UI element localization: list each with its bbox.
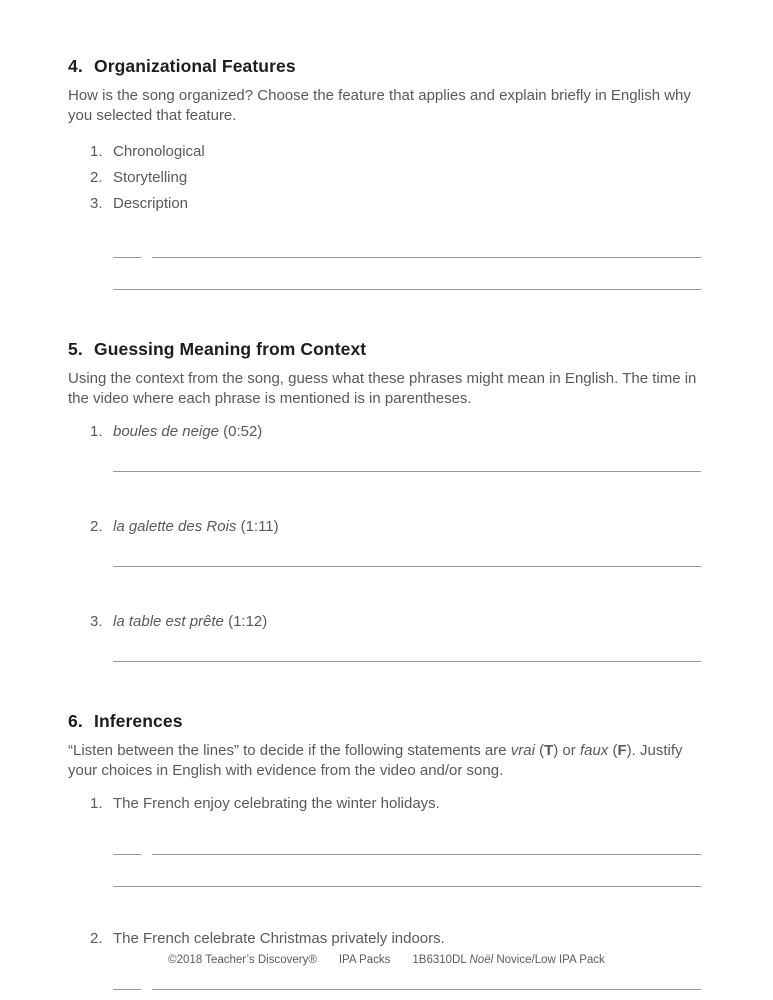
statement-number: 1. <box>90 795 103 812</box>
phrase-time: (1:11) <box>236 518 279 535</box>
phrase-text: la galette des Rois <box>113 518 237 535</box>
statement-head <box>90 794 701 814</box>
phrase-number: 1. <box>90 423 103 440</box>
answer-row <box>113 854 701 855</box>
statement-item <box>68 794 701 887</box>
faux-word: faux <box>579 742 609 759</box>
statement-number: 2. <box>90 930 103 947</box>
section-5-heading <box>68 339 701 360</box>
option-item <box>90 165 701 191</box>
section-4-number: 4. <box>68 56 83 76</box>
phrase-time: (0:52) <box>218 423 263 440</box>
footer-pack-rest: Novice/Low IPA Pack <box>493 954 605 966</box>
section-4-intro: How is the song organized? Choose the feature that applies and explain briefly in English why you selected that feature. <box>68 87 691 124</box>
section-5-intro: Using the context from the song, guess what these phrases might mean in English. The time in the video where each phrase is mentioned is in parentheses. <box>68 370 697 407</box>
statement-text: The French celebrate Christmas privately indoors. <box>113 930 445 947</box>
phrase-head <box>90 517 701 537</box>
phrase-item <box>90 612 701 662</box>
statement-head <box>90 929 701 949</box>
footer-pack-title-italic: Noël <box>469 954 494 966</box>
phrase-number: 2. <box>90 518 103 535</box>
answer-line-full <box>113 471 701 472</box>
answer-line-long <box>152 854 701 855</box>
option-number: 1. <box>90 143 103 160</box>
answer-line-long <box>152 257 701 258</box>
phrase-head <box>90 612 701 632</box>
section-6-title: Inferences <box>94 711 183 731</box>
page-footer <box>0 954 773 966</box>
option-number: 3. <box>90 195 103 212</box>
answer-row <box>113 989 701 990</box>
answer-line-long <box>152 989 701 990</box>
phrase-text: boules de neige <box>113 423 219 440</box>
answer-line-short <box>113 854 141 855</box>
section-6-number: 6. <box>68 711 83 731</box>
phrase-time: (1:12) <box>223 613 268 630</box>
section-gap <box>68 290 701 339</box>
answer-line-full <box>113 886 701 887</box>
option-item <box>90 139 701 165</box>
section-4-title: Organizational Features <box>94 56 296 76</box>
false-letter: F <box>617 742 627 759</box>
section-6-heading <box>68 711 701 732</box>
section-5 <box>68 339 701 662</box>
true-letter: T <box>544 742 554 759</box>
section-4-heading <box>68 56 701 77</box>
section-gap <box>68 662 701 711</box>
section-4 <box>68 56 701 290</box>
section-5-number: 5. <box>68 339 83 359</box>
option-number: 2. <box>90 169 103 186</box>
section-6-intro: “Listen between the lines” to decide if the following statements are vrai (T) or faux (F). Justify your choices in English with evidence from the video and/or song. <box>68 742 683 779</box>
phrase-number: 3. <box>90 613 103 630</box>
option-label: Chronological <box>113 143 205 160</box>
phrase-head <box>90 422 701 442</box>
option-label: Description <box>113 195 189 212</box>
option-item <box>90 191 701 217</box>
vrai-word: vrai <box>510 742 535 759</box>
footer-pack-code: 1B6310DL <box>412 954 470 966</box>
answer-line-short <box>113 989 141 990</box>
section-5-title: Guessing Meaning from Context <box>94 339 367 359</box>
footer-copyright: ©2018 Teacher’s Discovery® <box>168 954 317 966</box>
statement-text: The French enjoy celebrating the winter holidays. <box>113 795 440 812</box>
answer-line-full <box>113 566 701 567</box>
option-label: Storytelling <box>113 169 188 186</box>
phrase-item <box>90 517 701 567</box>
answer-row <box>113 257 701 258</box>
footer-ipa-packs: IPA Packs <box>338 954 391 966</box>
phrase-item <box>90 422 701 472</box>
phrase-text: la table est prête <box>113 613 224 630</box>
answer-line-short <box>113 257 141 258</box>
